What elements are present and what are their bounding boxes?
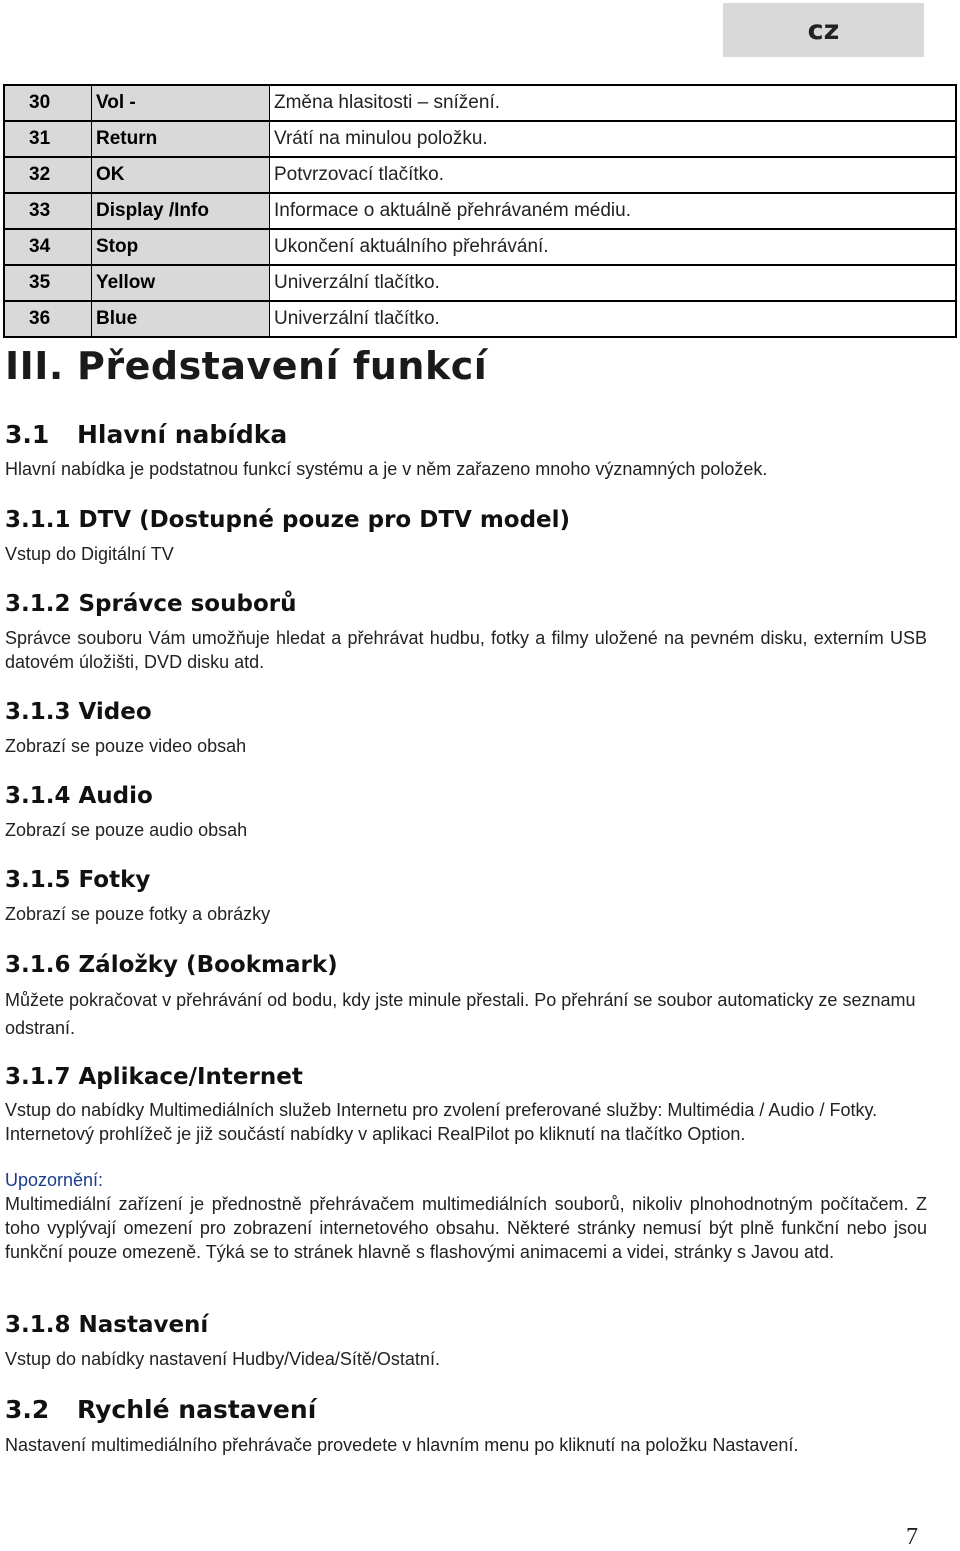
section-3-1-title: Hlavní nabídka: [77, 420, 288, 449]
key-number-cell: 34: [4, 229, 92, 265]
section-3-1-number: 3.1: [5, 420, 50, 449]
key-description-cell: Ukončení aktuálního přehrávání.: [270, 229, 957, 265]
section-3-2-text: Nastavení multimediálního přehrávače provedete v hlavním menu po kliknutí na položku Nastavení.: [5, 1435, 799, 1455]
key-number-cell: 35: [4, 265, 92, 301]
table-row: [4, 301, 956, 337]
table-row: [4, 193, 956, 229]
key-name-cell: Blue: [92, 301, 270, 337]
table-row: [4, 229, 956, 265]
key-description-cell: Potvrzovací tlačítko.: [270, 157, 957, 193]
key-description-cell: Vrátí na minulou položku.: [270, 121, 957, 157]
warning-text: Multimediální zařízení je přednostně přehrávačem multimediálních souborů, nikoliv plnohodnotným počítačem. Z toho vyplývají omezení pro zobrazení internetového obsahu. Některé stránky nemusí být plně funkční nebo jsou funkční pouze omezeně. Týká se to stránek hlavně s flashovými animacemi a videi, stránky s Javou atd.: [5, 1194, 927, 1262]
section-3-2-title: Rychlé nastavení: [77, 1395, 317, 1424]
key-number-cell: 32: [4, 157, 92, 193]
key-name-cell: Stop: [92, 229, 270, 265]
key-name-cell: Display /Info: [92, 193, 270, 229]
section-3-1-6-heading: 3.1.6 Záložky (Bookmark): [5, 952, 338, 978]
section-3-1-heading: [5, 420, 287, 449]
key-number-cell: 31: [4, 121, 92, 157]
section-3-1-2-heading: 3.1.2 Správce souborů: [5, 591, 297, 617]
section-3-1-8-text: Vstup do nabídky nastavení Hudby/Videa/Sítě/Ostatní.: [5, 1349, 440, 1369]
table-row: [4, 121, 956, 157]
chapter-heading: [5, 344, 487, 388]
key-name-cell: Return: [92, 121, 270, 157]
section-3-1-3-text: Zobrazí se pouze video obsah: [5, 736, 247, 756]
chapter-number: III.: [5, 344, 64, 388]
section-3-1-1-text: Vstup do Digitální TV: [5, 544, 174, 564]
section-3-2-number: 3.2: [5, 1395, 50, 1424]
key-name-cell: Yellow: [92, 265, 270, 301]
warning-title: Upozornění:: [5, 1170, 104, 1190]
section-3-1-1-heading: 3.1.1 DTV (Dostupné pouze pro DTV model): [5, 507, 571, 533]
key-number-cell: 33: [4, 193, 92, 229]
key-description-cell: Změna hlasitosti – snížení.: [270, 85, 957, 121]
key-number-cell: 30: [4, 85, 92, 121]
section-3-1-text: Hlavní nabídka je podstatnou funkcí systému a je v něm zařazeno mnoho významných položek.: [5, 459, 768, 479]
section-3-1-7-heading: 3.1.7 Aplikace/Internet: [5, 1064, 303, 1090]
table-row: [4, 265, 956, 301]
section-3-1-2-text: Správce souboru Vám umožňuje hledat a přehrávat hudbu, fotky a filmy uložené na pevném disku, externím USB datovém úložišti, DVD disku atd.: [5, 628, 927, 672]
key-number-cell: 36: [4, 301, 92, 337]
table-row: [4, 157, 956, 193]
section-3-1-5-text: Zobrazí se pouze fotky a obrázky: [5, 904, 271, 924]
section-3-1-8-heading: 3.1.8 Nastavení: [5, 1312, 209, 1338]
key-name-cell: OK: [92, 157, 270, 193]
section-3-1-5-heading: 3.1.5 Fotky: [5, 867, 151, 893]
page-number: 7: [906, 1524, 918, 1550]
table-row: [4, 85, 956, 121]
key-description-cell: Univerzální tlačítko.: [270, 301, 957, 337]
key-description-cell: Univerzální tlačítko.: [270, 265, 957, 301]
section-3-1-4-text: Zobrazí se pouze audio obsah: [5, 820, 248, 840]
section-3-1-4-heading: 3.1.4 Audio: [5, 783, 153, 809]
remote-keys-table: [3, 84, 957, 338]
section-3-2-heading: [5, 1395, 316, 1424]
language-badge: cz: [723, 3, 924, 57]
key-description-cell: Informace o aktuálně přehrávaném médiu.: [270, 193, 957, 229]
section-3-1-3-heading: 3.1.3 Video: [5, 699, 152, 725]
key-name-cell: Vol -: [92, 85, 270, 121]
chapter-title: Představení funkcí: [77, 344, 488, 388]
section-3-1-7-text: Vstup do nabídky Multimediálních služeb Internetu pro zvolení preferované služby: Multimédia / Audio / Fotky. Internetový prohlížeč je již součástí nabídky v aplikaci RealPilot po kliknutí na tlačítko Option.: [5, 1100, 878, 1144]
section-3-1-6-text: Můžete pokračovat v přehrávání od bodu, kdy jste minule přestali. Po přehrání se soubor automaticky ze seznamu odstraní.: [5, 990, 916, 1038]
